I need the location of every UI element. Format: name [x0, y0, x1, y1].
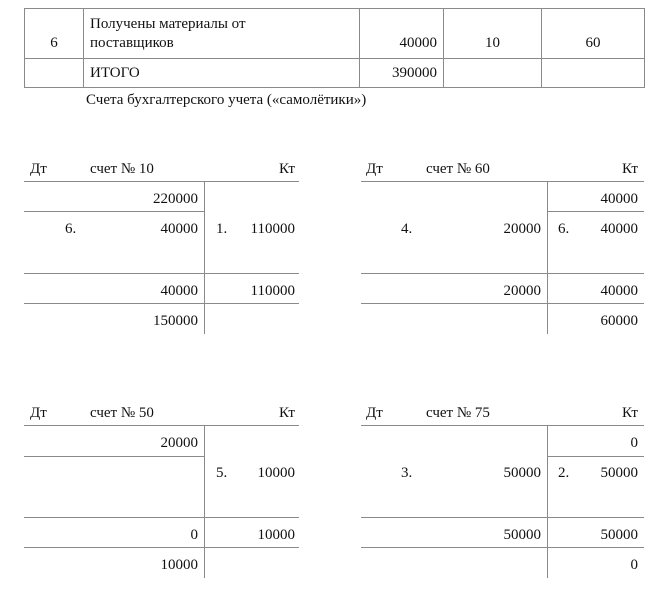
turnover-line-bottom	[361, 547, 644, 548]
entry-credit-number: 1.	[216, 221, 228, 237]
debit-account	[444, 59, 542, 88]
turnover-line-bottom	[361, 303, 644, 304]
t-account-header-line	[361, 425, 644, 426]
turnover-credit: 50000	[600, 527, 638, 543]
account-title: счет № 50	[90, 405, 154, 421]
t-account-header-line	[361, 181, 644, 182]
turnover-debit: 40000	[160, 283, 198, 299]
t-account-divider	[204, 181, 205, 334]
operation-text-line2: поставщиков	[90, 35, 174, 51]
opening-balance-line	[547, 456, 644, 457]
dt-label: Дт	[30, 161, 47, 177]
opening-balance-line	[24, 456, 204, 457]
row-number: 6	[25, 9, 84, 59]
turnover-line-top	[361, 273, 644, 274]
kt-label: Кт	[622, 161, 638, 177]
opening-credit: 40000	[600, 191, 638, 207]
turnover-line-bottom	[24, 303, 299, 304]
turnover-debit: 0	[190, 527, 198, 543]
table-row	[25, 9, 645, 59]
journal-table	[24, 8, 645, 88]
dt-label: Дт	[366, 161, 383, 177]
dt-label: Дт	[30, 405, 47, 421]
entry-debit-number: 3.	[401, 465, 413, 481]
credit-account: 60	[542, 9, 645, 59]
turnover-credit: 110000	[250, 283, 295, 299]
closing-credit: 60000	[600, 313, 638, 329]
total-label: ИТОГО	[84, 59, 360, 88]
closing-debit: 10000	[160, 557, 198, 573]
t-account-header-line	[24, 181, 299, 182]
account-title: счет № 75	[426, 405, 490, 421]
turnover-line-top	[24, 517, 299, 518]
opening-credit: 0	[630, 435, 638, 451]
kt-label: Кт	[279, 405, 295, 421]
entry-credit-number: 5.	[216, 465, 228, 481]
entry-credit-number: 6.	[558, 221, 570, 237]
operation-text-line1: Получены материалы от	[90, 16, 246, 32]
turnover-debit: 50000	[503, 527, 541, 543]
opening-balance-line	[24, 211, 204, 212]
turnover-line-top	[361, 517, 644, 518]
section-caption: Счета бухгалтерского учета («самолётики»)	[86, 92, 367, 108]
account-title: счет № 10	[90, 161, 154, 177]
opening-balance-line	[547, 211, 644, 212]
operation-amount: 40000	[360, 9, 444, 59]
t-account-divider	[547, 425, 548, 578]
t-account-divider	[204, 425, 205, 578]
dt-label: Дт	[366, 405, 383, 421]
debit-account: 10	[444, 9, 542, 59]
entry-credit-amount: 110000	[250, 221, 295, 237]
account-title: счет № 60	[426, 161, 490, 177]
row-number	[25, 59, 84, 88]
opening-debit: 20000	[160, 435, 198, 451]
kt-label: Кт	[622, 405, 638, 421]
t-account-divider	[547, 181, 548, 334]
entry-debit-number: 4.	[401, 221, 413, 237]
entry-credit-amount: 40000	[600, 221, 638, 237]
closing-credit: 0	[630, 557, 638, 573]
entry-debit-amount: 50000	[503, 465, 541, 481]
entry-credit-amount: 50000	[600, 465, 638, 481]
opening-debit: 220000	[153, 191, 198, 207]
table-row	[25, 59, 645, 88]
operation-description	[84, 9, 360, 59]
kt-label: Кт	[279, 161, 295, 177]
turnover-line-bottom	[24, 547, 299, 548]
entry-debit-number: 6.	[65, 221, 77, 237]
total-amount: 390000	[360, 59, 444, 88]
entry-debit-amount: 40000	[160, 221, 198, 237]
turnover-credit: 10000	[257, 527, 295, 543]
credit-account	[542, 59, 645, 88]
t-account-header-line	[24, 425, 299, 426]
entry-credit-number: 2.	[558, 465, 570, 481]
entry-credit-amount: 10000	[257, 465, 295, 481]
turnover-debit: 20000	[503, 283, 541, 299]
turnover-line-top	[24, 273, 299, 274]
entry-debit-amount: 20000	[503, 221, 541, 237]
closing-debit: 150000	[153, 313, 198, 329]
turnover-credit: 40000	[600, 283, 638, 299]
